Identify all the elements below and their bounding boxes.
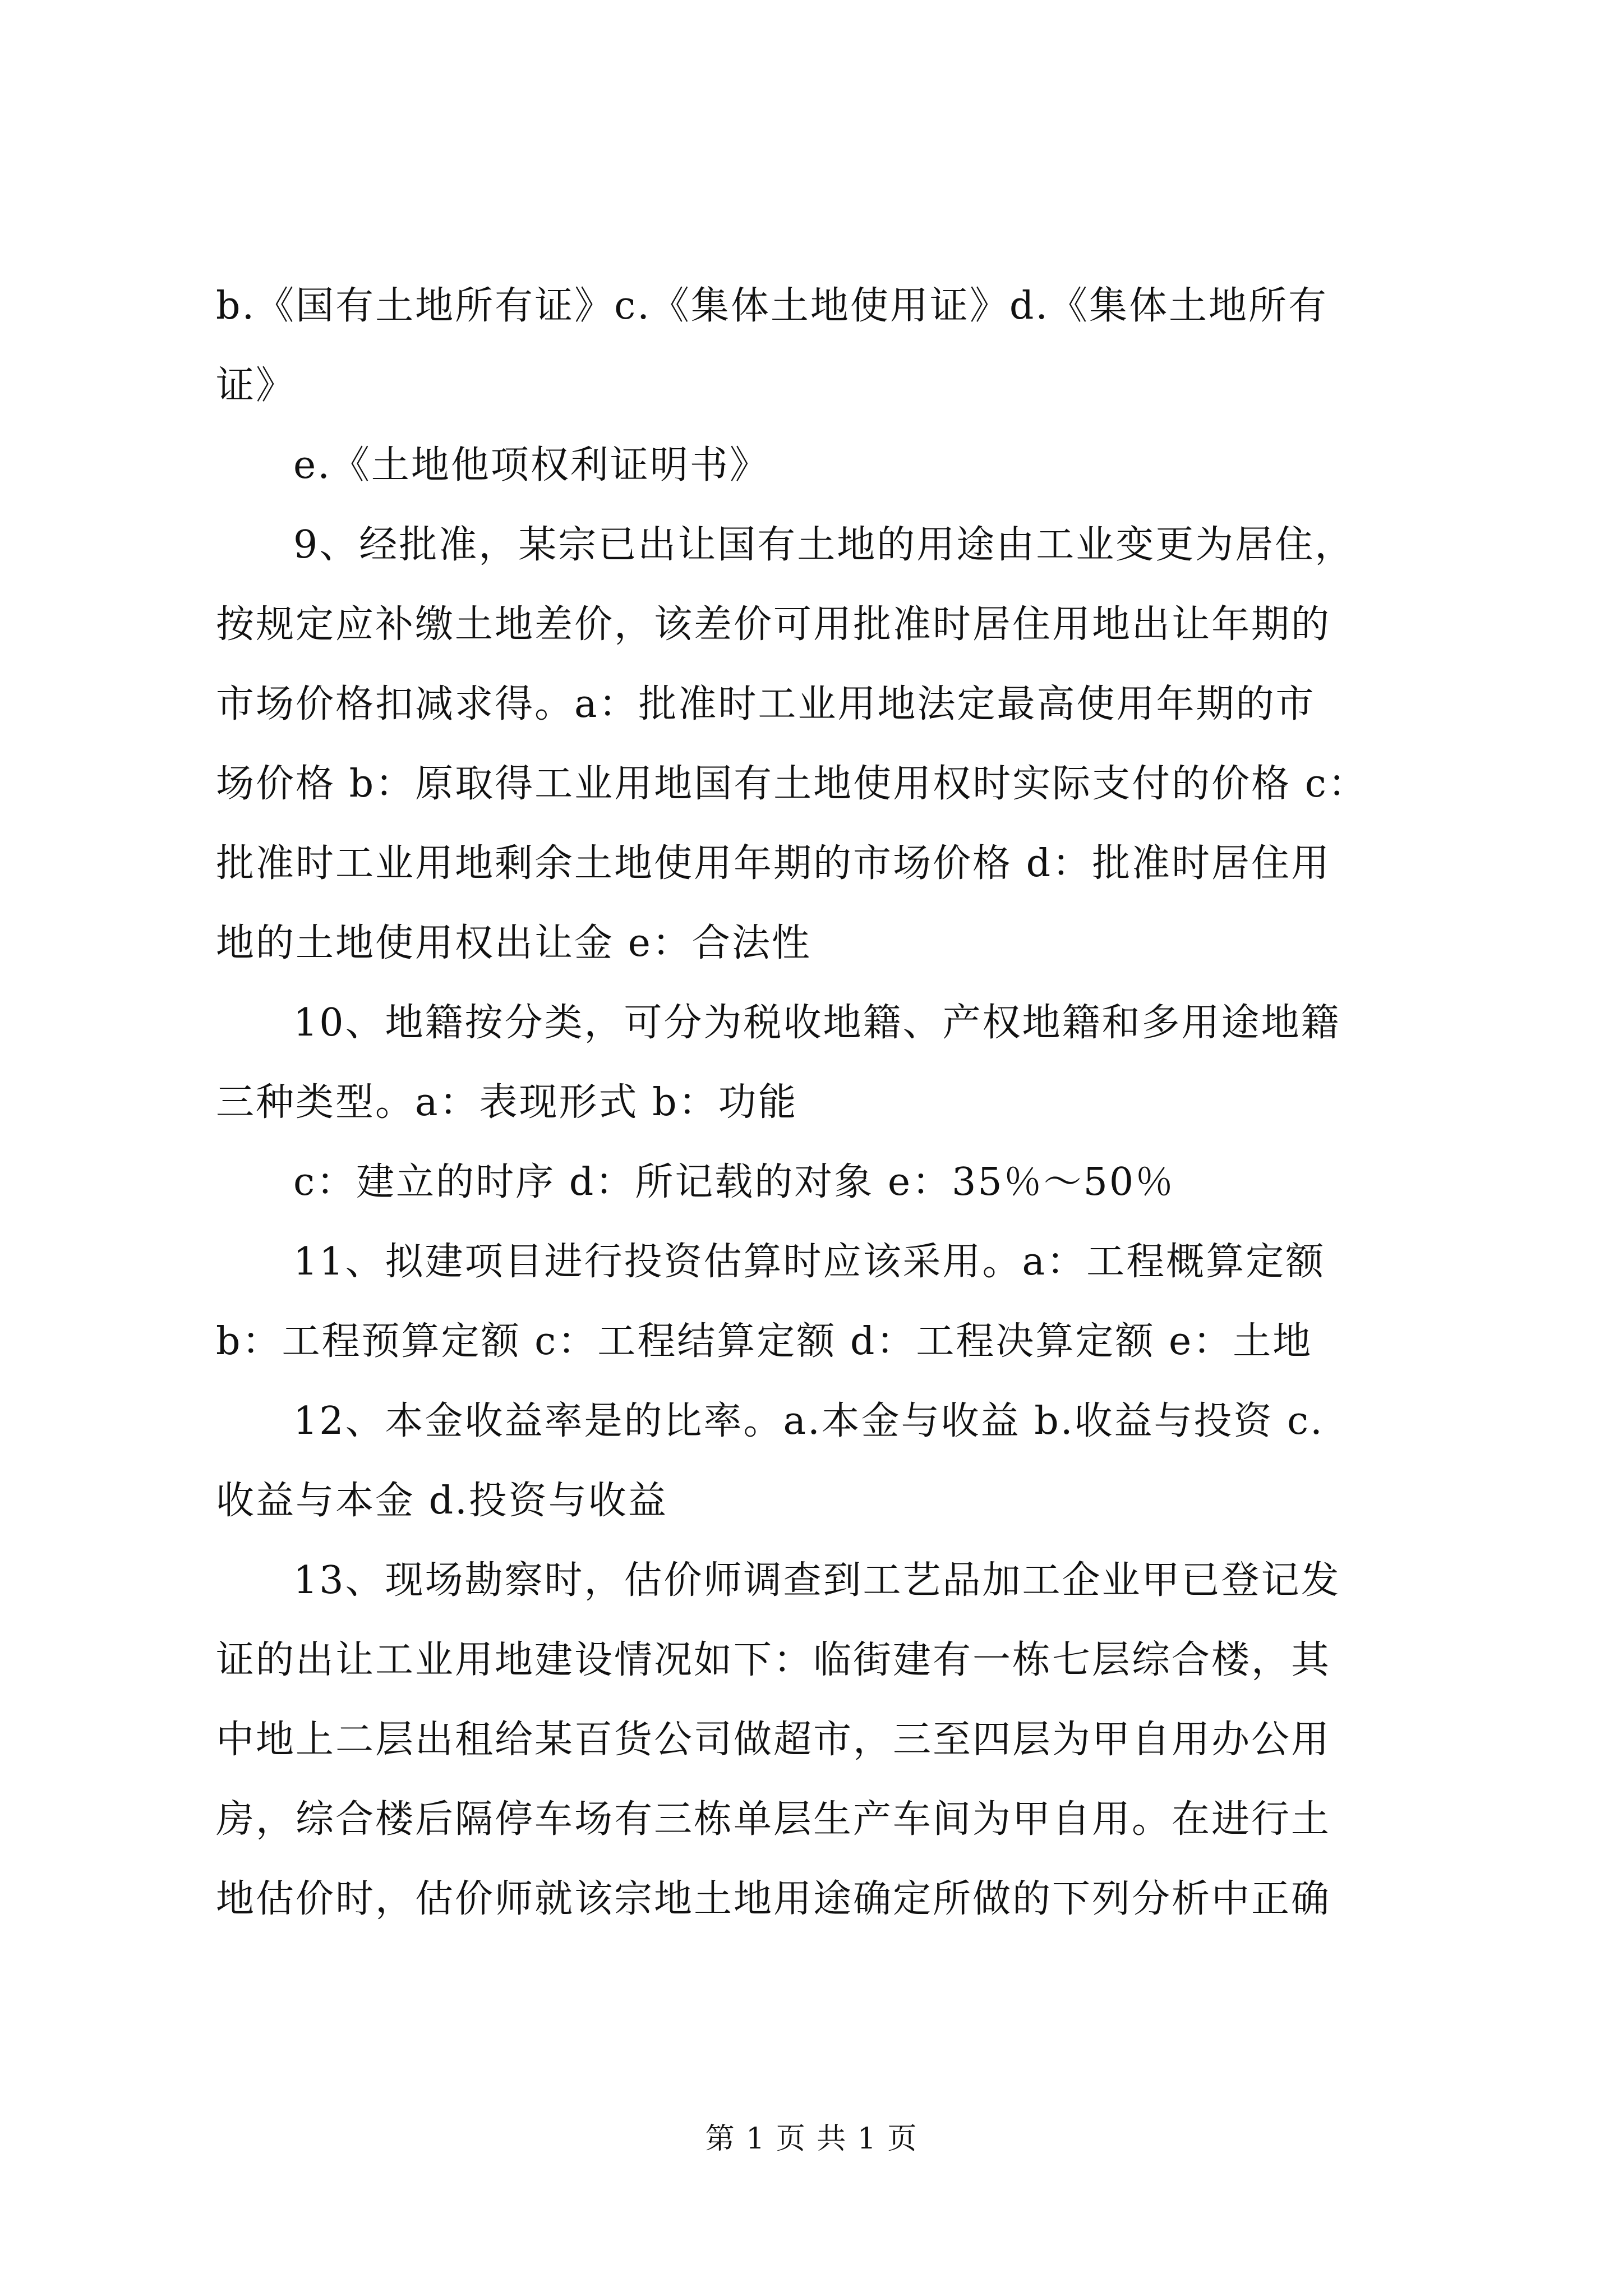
text-line: 证》: [216, 364, 296, 408]
text-line: 房，综合楼后隔停车场有三栋单层生产车间为甲自用。在进行土: [216, 1797, 1331, 1842]
paragraph-question-12: [216, 1382, 1413, 1541]
text-line: 中地上二层出租给某百货公司做超市，三至四层为甲自用办公用: [216, 1718, 1331, 1762]
text-line: 地估价时，估价师就该宗地土地用途确定所做的下列分析中正确: [216, 1877, 1331, 1921]
text-line: 批准时工业用地剩余土地使用年期的市场价格 d：批准时居住用: [216, 841, 1331, 886]
paragraph-question-11: [216, 1222, 1413, 1382]
text-line: 地的土地使用权出让金 e：合法性: [216, 921, 811, 965]
text-line: 证的出让工业用地建设情况如下：临街建有一栋七层综合楼，其: [216, 1638, 1331, 1682]
document-body: [216, 266, 1413, 1939]
paragraph-question-9: [216, 505, 1413, 983]
text-line: c：建立的时序 d：所记载的对象 e：35％～50％: [293, 1160, 1175, 1204]
text-line: 13、现场勘察时，估价师调查到工艺品加工企业甲已登记发: [293, 1558, 1341, 1603]
text-line: 按规定应补缴土地差价，该差价可用批准时居住用地出让年期的: [216, 602, 1331, 647]
text-line: 场价格 b：原取得工业用地国有土地使用权时实际支付的价格 c：: [216, 762, 1368, 806]
text-line: 10、地籍按分类，可分为税收地籍、产权地籍和多用途地籍: [293, 1001, 1341, 1045]
paragraph-options-b-e: [216, 266, 1413, 426]
text-line: b.《国有土地所有证》c.《集体土地使用证》d.《集体土地所有: [216, 284, 1328, 328]
paragraph-question-13: [216, 1541, 1413, 1939]
text-line: 市场价格扣减求得。a：批准时工业用地法定最高使用年期的市: [216, 682, 1316, 726]
paragraph-question-10-options: [216, 1143, 1413, 1222]
text-line: e.《土地他项权利证明书》: [293, 443, 769, 487]
text-line: 三种类型。a：表现形式 b：功能: [216, 1080, 798, 1125]
page-number-footer: 第 1 页 共 1 页: [705, 2122, 918, 2156]
text-line: 9、经批准，某宗已出让国有土地的用途由工业变更为居住，: [293, 523, 1355, 567]
text-line: 12、本金收益率是的比率。a.本金与收益 b.收益与投资 c.: [293, 1399, 1324, 1443]
paragraph-option-e: [216, 426, 1413, 505]
text-line: 收益与本金 d.投资与收益: [216, 1479, 668, 1523]
text-line: 11、拟建项目进行投资估算时应该采用。a：工程概算定额: [293, 1240, 1326, 1284]
text-line: b：工程预算定额 c：工程结算定额 d：工程决算定额 e：土地: [216, 1319, 1313, 1364]
paragraph-question-10: [216, 983, 1413, 1143]
